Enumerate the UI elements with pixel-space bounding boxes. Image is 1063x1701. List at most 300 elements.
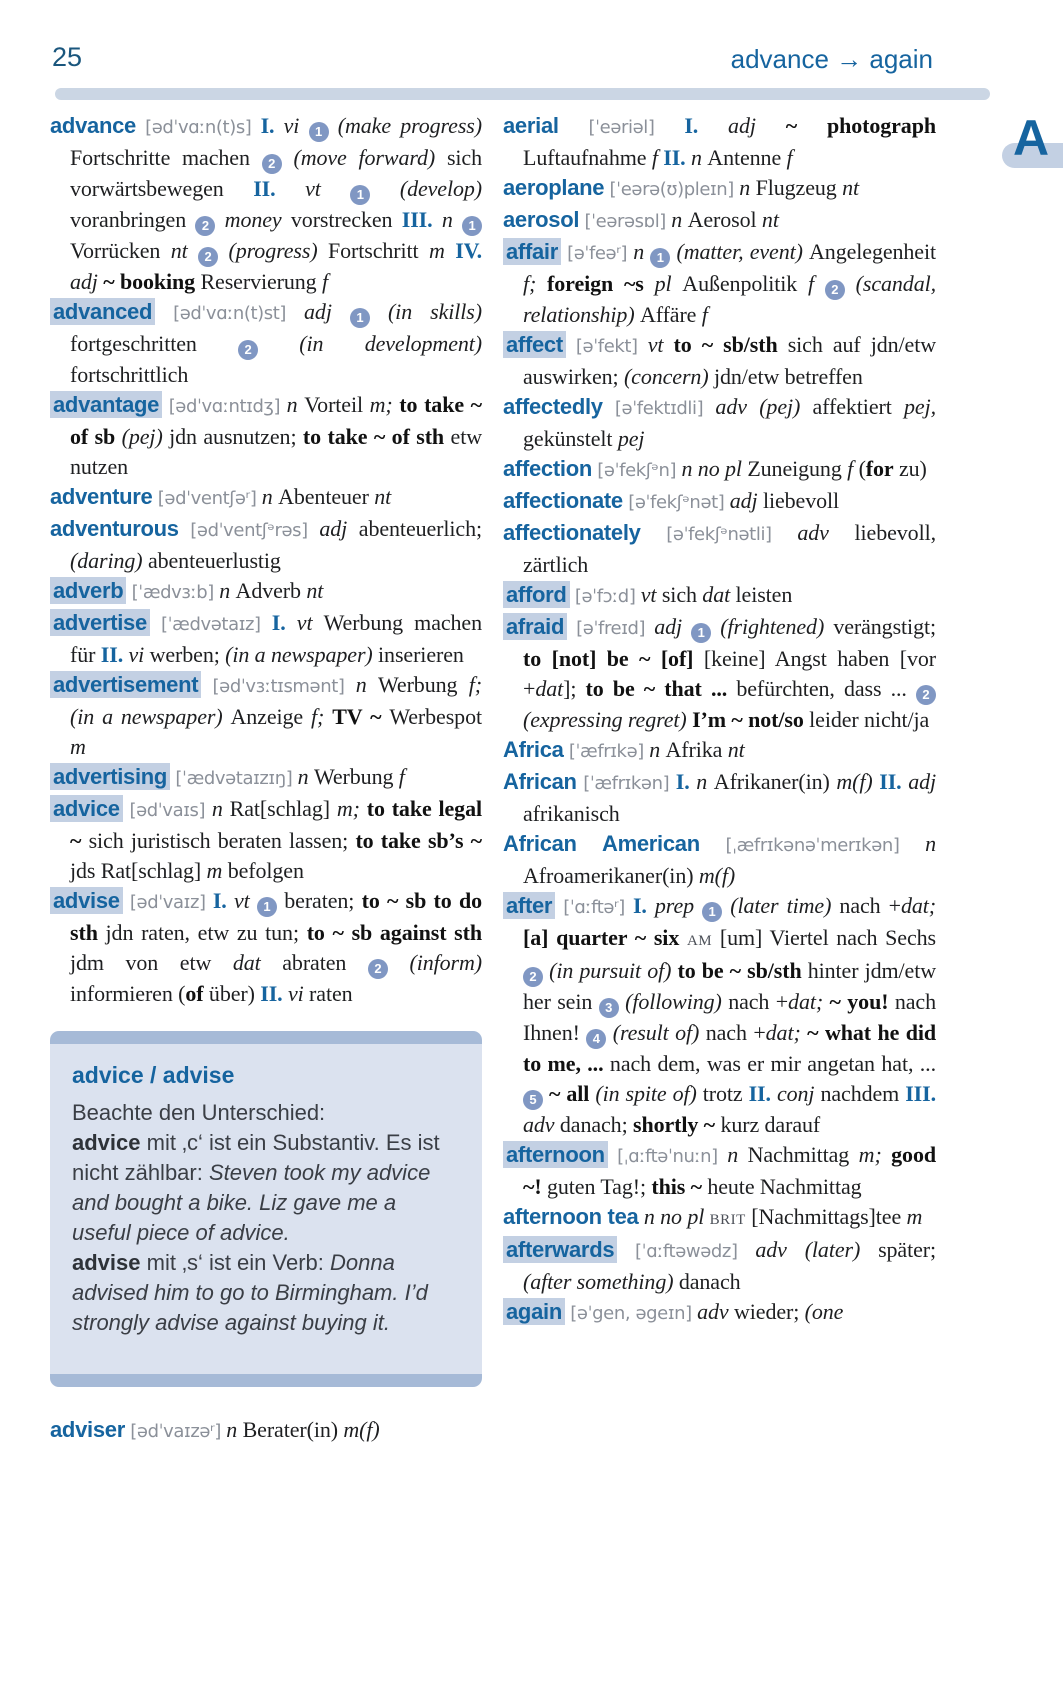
entry-advanced (50, 297, 482, 390)
grammar-label: pej (617, 426, 645, 451)
translation-text: gekünstelt (523, 426, 618, 451)
phonetic-transcription: [ˈeərə(ʊ)pleɪn] (604, 179, 740, 200)
grammar-label: dat; (765, 1020, 808, 1045)
translation-text: inserieren (378, 642, 464, 667)
entry-after (503, 891, 936, 1140)
translation-text: beraten; (276, 888, 362, 913)
sense-number-badge: 2 (916, 685, 936, 705)
translation-text: Afrika (665, 737, 728, 762)
entry-advise (50, 886, 482, 1009)
entry-advertising (50, 762, 482, 794)
entry-affection (503, 454, 936, 486)
headword: affair (503, 238, 561, 265)
translation-text: Afroamerikaner(in) (523, 863, 699, 888)
grammar-label: n (441, 207, 463, 232)
bold-phrase: ~ booking (103, 269, 201, 294)
translation-text: voranbringen (70, 207, 196, 232)
headword: African (503, 769, 577, 794)
sense-indicator: (progress) (218, 238, 328, 263)
sense-number-badge: 1 (702, 902, 722, 922)
translation-text: Rat[schlag] (229, 796, 337, 821)
smallcaps-label: AM (686, 933, 713, 949)
phonetic-transcription: [ədˈvɑːn(t)st] (155, 303, 305, 324)
entry-african (503, 767, 936, 829)
sense-number-badge: 2 (825, 280, 845, 300)
translation-text: jdn ausnutzen; (169, 424, 303, 449)
translation-text: befolgen (227, 858, 304, 883)
entry-advance (50, 111, 482, 297)
sense-number-badge: 1 (650, 248, 670, 268)
translation-text: sich juristisch beraten lassen; (88, 828, 356, 853)
entry-afternoon (503, 1140, 936, 1202)
sense-number-badge: 5 (523, 1090, 543, 1110)
sense-number-badge: 2 (195, 216, 215, 236)
translation-text: Fortschritte machen (70, 145, 262, 170)
sense-indicator: (make progress) (328, 113, 482, 138)
sense-number-badge: 2 (198, 247, 218, 267)
grammar-label: adv (797, 520, 855, 545)
translation-text: fortschrittlich (70, 362, 189, 387)
grammar-label: pl (654, 271, 683, 296)
info-box-top-bar (50, 1031, 482, 1044)
phonetic-transcription: [əˈfeəʳ] (561, 243, 634, 264)
sense-indicator: money (215, 207, 291, 232)
grammar-label: m(f) (343, 1417, 380, 1442)
headword: advance (50, 113, 136, 138)
sense-indicator: (later) (804, 1237, 879, 1262)
sense-indicator: (concern) (623, 364, 714, 389)
translation-text: nach + (728, 989, 789, 1014)
bold-phrase: to take sb’s ~ (355, 828, 483, 853)
grammar-label: n (633, 239, 651, 264)
headword: advertising (50, 763, 170, 790)
entry-affect (503, 330, 936, 392)
headword: advertisement (50, 671, 201, 698)
translation-text: Angelegenheit (809, 239, 936, 264)
translation-text: ]; (563, 676, 586, 701)
phonetic-transcription: [əˈfekt] (565, 336, 648, 357)
translation-text: Außenpolitik (682, 271, 809, 296)
translation-text: Reservierung (200, 269, 322, 294)
translation-text: Adverb (235, 578, 307, 603)
translation-text: Werbung (313, 764, 399, 789)
bold-phrase: ~ what he did to me, ... (523, 1020, 936, 1076)
guide-words: advance → again (730, 44, 933, 74)
sense-number-badge: 1 (350, 185, 370, 205)
grammar-label: n (297, 764, 314, 789)
headword: afford (503, 581, 570, 608)
translation-text: sich vorwärtsbewegen (70, 145, 482, 201)
translation-text: Fortschritt (327, 238, 429, 263)
grammar-label: vt (647, 332, 674, 357)
phonetic-transcription: [ədˈvaɪs] (122, 800, 212, 821)
headword: advantage (50, 391, 162, 418)
phonetic-transcription: [əˈfekʃᵊnətli] (640, 524, 798, 545)
entry-advice (50, 794, 482, 886)
translation-text: trotz (702, 1081, 749, 1106)
bold-phrase: of (185, 981, 204, 1006)
phonetic-transcription: [ˈɑːftəʳ] (555, 897, 633, 918)
grammar-label: n (219, 578, 236, 603)
info-box-body (50, 1044, 482, 1374)
headword: affectedly (503, 394, 603, 419)
info-bold-word: advise (72, 1250, 141, 1275)
translation-text: fortgeschritten (70, 331, 239, 356)
grammar-label: f (701, 302, 708, 327)
translation-text: etw nutzen (70, 424, 482, 479)
entry-advantage (50, 390, 482, 482)
headword: afternoon tea (503, 1204, 639, 1229)
translation-text: leisten (735, 582, 793, 607)
translation-text: nach Ihnen! (523, 989, 936, 1045)
bold-phrase: TV ~ (332, 704, 390, 729)
grammar-label: conj (776, 1081, 821, 1106)
left-column-entries-after-box (50, 1415, 482, 1447)
bold-phrase: ~ you! (829, 989, 895, 1014)
headword: afterwards (503, 1236, 617, 1263)
grammar-label: f (651, 145, 664, 170)
section-tab-letter: A (1012, 110, 1050, 166)
grammar-label: n (355, 672, 379, 697)
sense-indicator: (later time) (722, 893, 840, 918)
phonetic-transcription: [ədˈvaɪzəʳ] (124, 1421, 227, 1442)
grammar-label: vt (296, 610, 324, 635)
grammar-label: dat (535, 676, 564, 701)
phonetic-transcription: [əˈfekʃᵊn] (591, 460, 682, 481)
info-text: Beachte den Unterschied: (72, 1100, 326, 1125)
left-column-entries (50, 111, 482, 1009)
roman-numeral: I. (632, 893, 655, 918)
headword: affectionately (503, 520, 641, 545)
translation-text: Berater(in) (242, 1417, 344, 1442)
grammar-label: nt (842, 175, 859, 200)
headword: adventurous (50, 516, 179, 541)
grammar-label: adj (304, 299, 350, 324)
bold-phrase: to be ~ sb/sth (677, 958, 808, 983)
headword: adverb (50, 577, 126, 604)
info-example-italic: Steven took my advice and bought a bike. Liz gave me a useful piece of advice. (72, 1160, 431, 1245)
grammar-label: vt (234, 888, 257, 913)
info-box-line (72, 1098, 460, 1128)
translation-text: über) (203, 981, 261, 1006)
info-box-bottom-bar (50, 1374, 482, 1387)
sense-number-badge: 1 (309, 122, 329, 142)
sense-number-badge: 2 (523, 967, 543, 987)
sense-number-badge: 2 (238, 340, 258, 360)
translation-text: jds Rat[schlag] (70, 858, 207, 883)
bold-phrase: to take legal ~ (70, 796, 482, 853)
info-example-italic: Donna advised him to go to Birmingham. I’d strongly advise against buying it. (72, 1250, 428, 1335)
headword: advice (50, 795, 123, 822)
roman-numeral: II. (663, 145, 691, 170)
grammar-label: m(f) (836, 769, 880, 794)
headword: afraid (503, 613, 567, 640)
entry-africa (503, 735, 936, 767)
grammar-label: nt (727, 737, 745, 762)
grammar-label: n (727, 1142, 748, 1167)
sense-indicator: (in pursuit of) (543, 958, 678, 983)
headword: adventure (50, 484, 153, 509)
translation-text: sich auf jdn/etw auswirken; (523, 332, 937, 389)
grammar-label: adv (755, 1237, 805, 1262)
bold-phrase: to be ~ that ... (585, 676, 737, 701)
bold-phrase: ~ photograph (785, 113, 936, 138)
grammar-label: n (226, 1417, 243, 1442)
sense-indicator: (expressing regret) (523, 707, 693, 732)
phonetic-transcription: [ˈædvətaɪzɪŋ] (170, 768, 298, 789)
translation-text: Luftaufnahme (523, 145, 652, 170)
bold-phrase: to ~ sb to do sth (70, 888, 482, 945)
sense-indicator: (following) (618, 989, 729, 1014)
entry-afterwards (503, 1235, 936, 1297)
translation-text: verängstigt; (833, 614, 936, 639)
header-divider-bar (55, 88, 990, 100)
headword: afternoon (503, 1141, 608, 1168)
info-box-title: advice / advise (72, 1062, 235, 1088)
headword: aerial (503, 113, 559, 138)
grammar-label: adj (728, 113, 786, 138)
bold-phrase: to ~ sb against sth (306, 920, 482, 945)
bold-phrase: this ~ (651, 1174, 708, 1199)
sense-indicator: (pej) (759, 394, 813, 419)
grammar-label: dat; (900, 893, 937, 918)
translation-text: guten Tag!; (546, 1174, 652, 1199)
translation-text: ( (858, 456, 866, 481)
grammar-label: n (211, 796, 230, 821)
sense-indicator: (after something) (523, 1269, 679, 1294)
grammar-label: vt (640, 582, 662, 607)
roman-numeral: I. (212, 888, 234, 913)
entry-afraid (503, 612, 936, 735)
sense-indicator: (develop) (370, 176, 482, 201)
grammar-label: n no pl (638, 1204, 710, 1229)
translation-text: danach; (559, 1112, 633, 1137)
grammar-label: nt (306, 578, 324, 603)
grammar-label: nt (761, 207, 779, 232)
grammar-label: vi (287, 981, 310, 1006)
grammar-label: adj (319, 516, 359, 541)
sense-indicator: (frightened) (711, 614, 834, 639)
translation-text: jdn/etw betreffen (713, 364, 863, 389)
roman-numeral: II. (253, 176, 306, 201)
entry-adverb (50, 576, 482, 608)
phonetic-transcription: [ˈæfrɪkə] (563, 741, 650, 762)
bold-phrase: shortly ~ (632, 1112, 721, 1137)
grammar-label: f (786, 145, 793, 170)
translation-text: raten (309, 981, 353, 1006)
roman-numeral: II. (100, 642, 129, 667)
phonetic-transcription: [əˈfekʃᵊnət] (622, 492, 730, 513)
info-box-line (72, 1128, 460, 1248)
grammar-label: f; (311, 704, 333, 729)
translation-text: jdn raten, etw zu tun; (105, 920, 307, 945)
sense-indicator: (in development) (258, 331, 482, 356)
grammar-label: vt (305, 176, 351, 201)
grammar-label: n (690, 145, 708, 170)
sense-indicator: (pej) (121, 424, 170, 449)
grammar-label: n (925, 831, 937, 856)
entry-affectedly (503, 392, 936, 454)
headword: Africa (503, 737, 564, 762)
translation-text: Vorrücken (70, 238, 171, 263)
grammar-label: m (428, 238, 456, 263)
translation-text: leider nicht/ja (809, 707, 930, 732)
translation-text: zu) (893, 456, 927, 481)
grammar-label: vi (283, 113, 309, 138)
translation-text: Vorteil (304, 392, 370, 417)
roman-numeral: I. (684, 113, 729, 138)
grammar-label: adj (70, 269, 104, 294)
headword: African American (503, 831, 700, 856)
translation-text: [Nachmittags]tee (745, 1204, 907, 1229)
grammar-label: adj (729, 488, 763, 513)
grammar-label: n (671, 207, 688, 232)
translation-text: Werbung machen für (70, 610, 482, 667)
phonetic-transcription: [ədˈvɑːntɪdʒ] (162, 396, 287, 417)
bold-phrase: to take ~ of sb (70, 392, 482, 449)
phonetic-transcription: [ˌæfrɪkənəˈmerɪkən] (699, 835, 926, 856)
grammar-label: f (808, 271, 825, 296)
entry-afford (503, 580, 936, 612)
grammar-label: n (649, 737, 666, 762)
sense-indicator: (matter, event) (670, 239, 810, 264)
bold-phrase: ~ all (543, 1081, 596, 1106)
right-column-entries (503, 111, 936, 1329)
phonetic-transcription: [ˈeəriəl] (558, 117, 685, 138)
roman-numeral: II. (260, 981, 288, 1006)
roman-numeral: I. (271, 610, 297, 635)
sense-indicator: (move forward) (281, 145, 447, 170)
roman-numeral: IV. (455, 238, 483, 263)
grammar-label: m (70, 734, 86, 759)
phonetic-transcription: [ədˈventʃəʳ] (152, 488, 262, 509)
headword: aerosol (503, 207, 580, 232)
grammar-label: nt (170, 238, 199, 263)
translation-text: [keine] Angst haben [vor + (523, 646, 936, 701)
roman-numeral: I. (675, 769, 697, 794)
translation-text: nach + (839, 893, 901, 918)
sense-number-badge: 3 (599, 998, 619, 1018)
grammar-label: n (696, 769, 714, 794)
roman-numeral: III. (905, 1081, 936, 1106)
translation-text: Werbung (378, 672, 469, 697)
grammar-label: adv (523, 1112, 560, 1137)
phonetic-transcription: [ədˈvaɪz] (122, 892, 213, 913)
translation-text: Afrikaner(in) (713, 769, 837, 794)
translation-text: kurz darauf (720, 1112, 821, 1137)
phonetic-transcription: [ˈæfrɪkən] (576, 773, 676, 794)
entry-again (503, 1297, 936, 1329)
left-column (50, 111, 482, 1447)
sense-number-badge: 1 (257, 897, 277, 917)
translation-text: Zuneigung (747, 456, 848, 481)
entry-adviser (50, 1415, 482, 1447)
right-column (503, 111, 936, 1329)
headword: adviser (50, 1417, 125, 1442)
sense-indicator: (in a newspaper) (225, 642, 379, 667)
phonetic-transcription: [əˈgen, əgeɪn] (564, 1303, 698, 1324)
info-box-paragraphs (72, 1098, 460, 1338)
translation-text: liebevoll, zärtlich (523, 520, 936, 577)
translation-text: afrikanisch (523, 801, 620, 826)
grammar-label: dat; (788, 989, 830, 1014)
translation-text: affektiert (812, 394, 905, 419)
page-number: 25 (52, 42, 83, 72)
translation-text: wieder; (733, 1299, 805, 1324)
grammar-label: m; (369, 392, 400, 417)
phonetic-transcription: [əˈfektɪdli] (602, 398, 716, 419)
translation-text: Abenteuer (278, 484, 375, 509)
sense-indicator: (result of) (606, 1020, 706, 1045)
entry-affectionate (503, 486, 936, 518)
roman-numeral: II. (748, 1081, 777, 1106)
headword: advanced (50, 298, 155, 325)
entry-advertisement (50, 670, 482, 762)
headword: affectionate (503, 488, 623, 513)
sense-indicator: (in spite of) (595, 1081, 703, 1106)
entry-aeroplane (503, 173, 936, 205)
translation-text: Anzeige (230, 704, 312, 729)
entry-aerosol (503, 205, 936, 237)
translation-text: vorstrecken (290, 207, 402, 232)
phonetic-transcription: [ˌɑːftəˈnuːn] (607, 1146, 728, 1167)
translation-text: nach + (705, 1020, 766, 1045)
translation-text: [um] Viertel nach Sechs (712, 925, 936, 950)
grammar-label: dat (232, 950, 283, 975)
translation-text: Nachmittag (747, 1142, 859, 1167)
sense-number-badge: 2 (368, 959, 388, 979)
phonetic-transcription: [ˈædvɜːb] (126, 582, 220, 603)
grammar-label: m (906, 1204, 923, 1229)
translation-text: Aerosol (687, 207, 762, 232)
phonetic-transcription: [ˈædvətaɪz] (149, 614, 272, 635)
info-box-line (72, 1248, 460, 1338)
grammar-label: m(f) (698, 863, 736, 888)
phonetic-transcription: [əˈfreɪd] (567, 618, 655, 639)
phonetic-transcription: [əˈfɔːd] (569, 586, 641, 607)
grammar-label: dat (702, 582, 736, 607)
sense-indicator: (inform) (387, 950, 483, 975)
translation-text: befürchten, dass ... (736, 676, 916, 701)
phonetic-transcription: [ədˈventʃᵊrəs] (178, 520, 320, 541)
translation-text: Antenne (707, 145, 787, 170)
grammar-label: n (261, 484, 279, 509)
headword: affect (503, 331, 566, 358)
grammar-label: f; (523, 271, 548, 296)
translation-text: später; (878, 1237, 937, 1262)
bold-phrase: [a] quarter ~ six (523, 925, 687, 950)
bold-phrase: to [not] be ~ [of] (523, 646, 704, 671)
translation-text: Affäre (639, 302, 702, 327)
translation-text: danach (678, 1269, 741, 1294)
bold-phrase: for (865, 456, 894, 481)
grammar-label: f (847, 456, 859, 481)
translation-text: Werbespot (389, 704, 482, 729)
grammar-label: f (321, 269, 328, 294)
smallcaps-label: BRIT (709, 1212, 746, 1228)
sense-indicator: (scandal, relationship) (523, 271, 937, 327)
entry-african-american (503, 829, 936, 891)
translation-text: werben; (149, 642, 226, 667)
info-bold-word: advice (72, 1130, 141, 1155)
headword: advise (50, 887, 123, 914)
grammar-label: m; (336, 796, 367, 821)
roman-numeral: II. (879, 769, 909, 794)
entry-adventurous (50, 514, 482, 576)
sense-indicator: (in skills) (369, 299, 482, 324)
headword: affection (503, 456, 592, 481)
headword: again (503, 1298, 565, 1325)
